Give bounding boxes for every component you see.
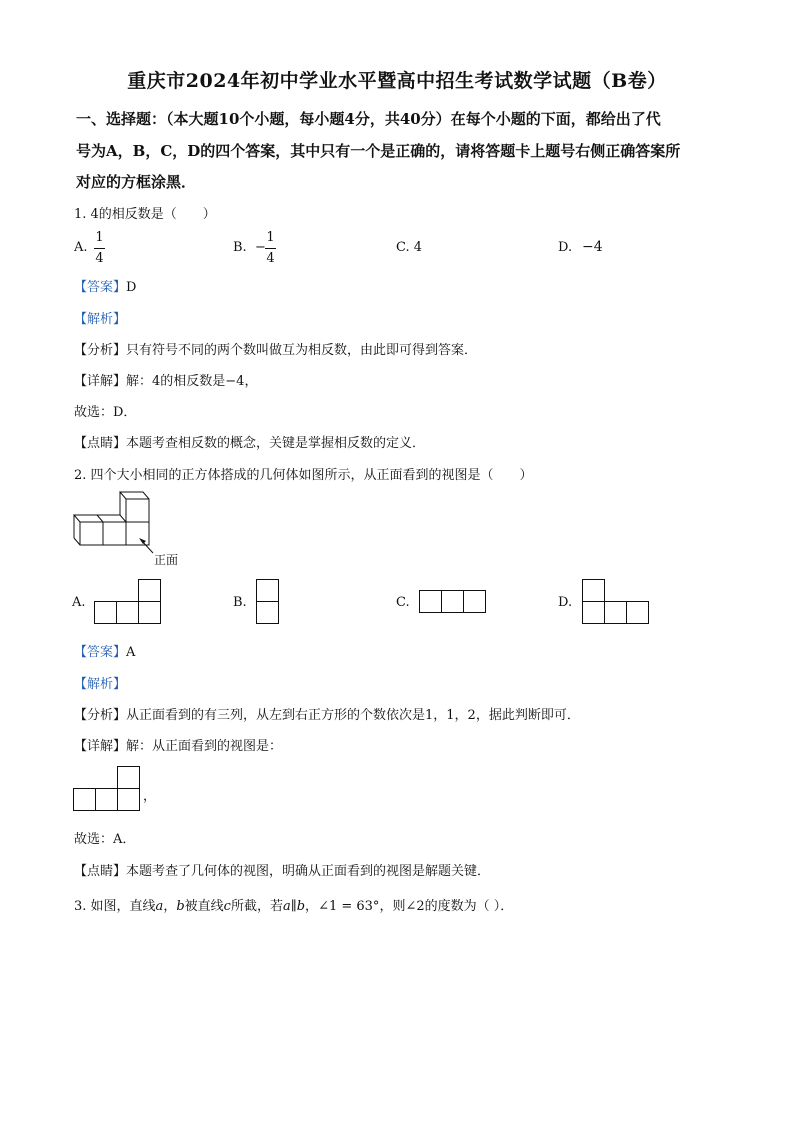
fraction-bar — [94, 248, 105, 249]
q1-fenxi-row — [74, 339, 477, 358]
q3-stem-part: 的度数为（ ）． — [424, 899, 514, 914]
q2-xiangjie-row — [74, 735, 282, 754]
q3-stem — [74, 895, 513, 914]
q1-option-a-fraction — [94, 230, 105, 266]
q3-separator: ， — [305, 899, 319, 914]
fenxi-tag: 【分析】 — [74, 708, 127, 723]
q2-answer-row — [74, 641, 135, 660]
q2-solution-figure — [73, 766, 143, 812]
q3-stem-part: ，则 — [379, 899, 406, 914]
q2-solution-comma: ， — [143, 789, 157, 804]
q3-stem-part: 3. 如图，直线 — [74, 899, 156, 914]
fraction-bar — [265, 248, 276, 249]
q3-angle-1: ∠1 = 63° — [318, 899, 380, 914]
q2-fenxi-row — [74, 704, 580, 723]
q1-dianjing-row — [74, 432, 425, 451]
q2-option-b-figure — [256, 579, 281, 625]
q1-option-b-sign: − — [255, 240, 266, 255]
fenxi-tag: 【分析】 — [74, 343, 127, 358]
q2-option-a-label: A. — [72, 595, 86, 610]
q1-option-b-label: B. — [233, 240, 247, 255]
q2-cube-figure — [70, 490, 160, 555]
q1-option-a-numerator: 1 — [95, 230, 104, 245]
q2-answer: A — [126, 645, 136, 660]
answer-tag: 【答案】 — [74, 280, 127, 295]
q2-option-b-label: B. — [233, 595, 247, 610]
q2-option-d-label: D. — [558, 595, 573, 610]
q3-parallel-expression: a∥b — [282, 899, 306, 914]
q1-xiangjie-text: 解：4的相反数是−4， — [126, 374, 258, 389]
q1-option-d-label: D. — [558, 240, 573, 255]
q1-option-b-denominator: 4 — [266, 251, 275, 266]
q2-choice: 故选：A． — [74, 832, 136, 847]
q2-option-c-figure — [419, 590, 489, 615]
answer-tag: 【答案】 — [74, 645, 127, 660]
q1-option-b-fraction — [265, 230, 276, 266]
q1-analysis-tag: 【解析】 — [74, 312, 127, 327]
q2-fenxi-text: 从正面看到的有三列，从左到右正方形的个数依次是1，1，2，据此判断即可． — [126, 708, 580, 723]
q1-option-a-denominator: 4 — [95, 251, 104, 266]
q2-front-label: 正面 — [154, 553, 179, 567]
q3-stem-part: 被直线 — [184, 899, 224, 914]
q1-choice: 故选：D． — [74, 405, 137, 420]
section-instruction-line-2: 号为A，B，C，D的四个答案，其中只有一个是正确的，请将答题卡上题号右侧正确答案所 — [76, 142, 681, 160]
q1-option-b-numerator: 1 — [266, 230, 275, 245]
xiangjie-tag: 【详解】 — [74, 739, 127, 754]
q1-fenxi-text: 只有符号不同的两个数叫做互为相反数，由此即可得到答案． — [126, 343, 478, 358]
section-instruction-line-1: 一、选择题：（本大题10个小题，每小题4分，共40分）在每个小题的下面，都给出了代 — [76, 110, 661, 128]
q2-dianjing-text: 本题考查了几何体的视图，明确从正面看到的视图是解题关键． — [126, 864, 491, 879]
q2-xiangjie-text: 解：从正面看到的视图是： — [126, 739, 283, 754]
q1-option-c: C. 4 — [396, 240, 423, 255]
xiangjie-tag: 【详解】 — [74, 374, 127, 389]
q2-option-a-figure — [94, 579, 164, 625]
q3-separator: ， — [163, 899, 177, 914]
q2-option-d-figure — [582, 579, 652, 625]
q1-option-d-value: −4 — [582, 239, 603, 255]
q1-answer: D — [126, 280, 137, 295]
q1-dianjing-text: 本题考查相反数的概念，关键是掌握相反数的定义． — [126, 436, 426, 451]
q1-option-a-label: A. — [74, 240, 88, 255]
q2-stem: 2. 四个大小相同的正方体搭成的几何体如图所示，从正面看到的视图是（ ） — [74, 468, 533, 483]
q1-stem: 1. 4的相反数是（ ） — [74, 207, 216, 222]
q3-var-a: a — [155, 899, 164, 914]
page-title: 重庆市2024年初中学业水平暨高中招生考试数学试题（B卷） — [127, 70, 667, 92]
section-instruction-line-3: 对应的方框涂黑． — [76, 173, 197, 191]
q3-var-b: b — [176, 899, 185, 914]
q1-xiangjie-row — [74, 370, 257, 389]
dianjing-tag: 【点睛】 — [74, 864, 127, 879]
q2-option-c-label: C. — [396, 595, 410, 610]
q3-angle-2: ∠2 — [405, 899, 425, 914]
q1-answer-row — [74, 276, 136, 295]
q3-stem-part: 所截，若 — [230, 899, 283, 914]
dianjing-tag: 【点睛】 — [74, 436, 127, 451]
q2-dianjing-row — [74, 860, 490, 879]
q3-var-c: c — [223, 899, 231, 914]
q2-analysis-tag: 【解析】 — [74, 677, 127, 692]
